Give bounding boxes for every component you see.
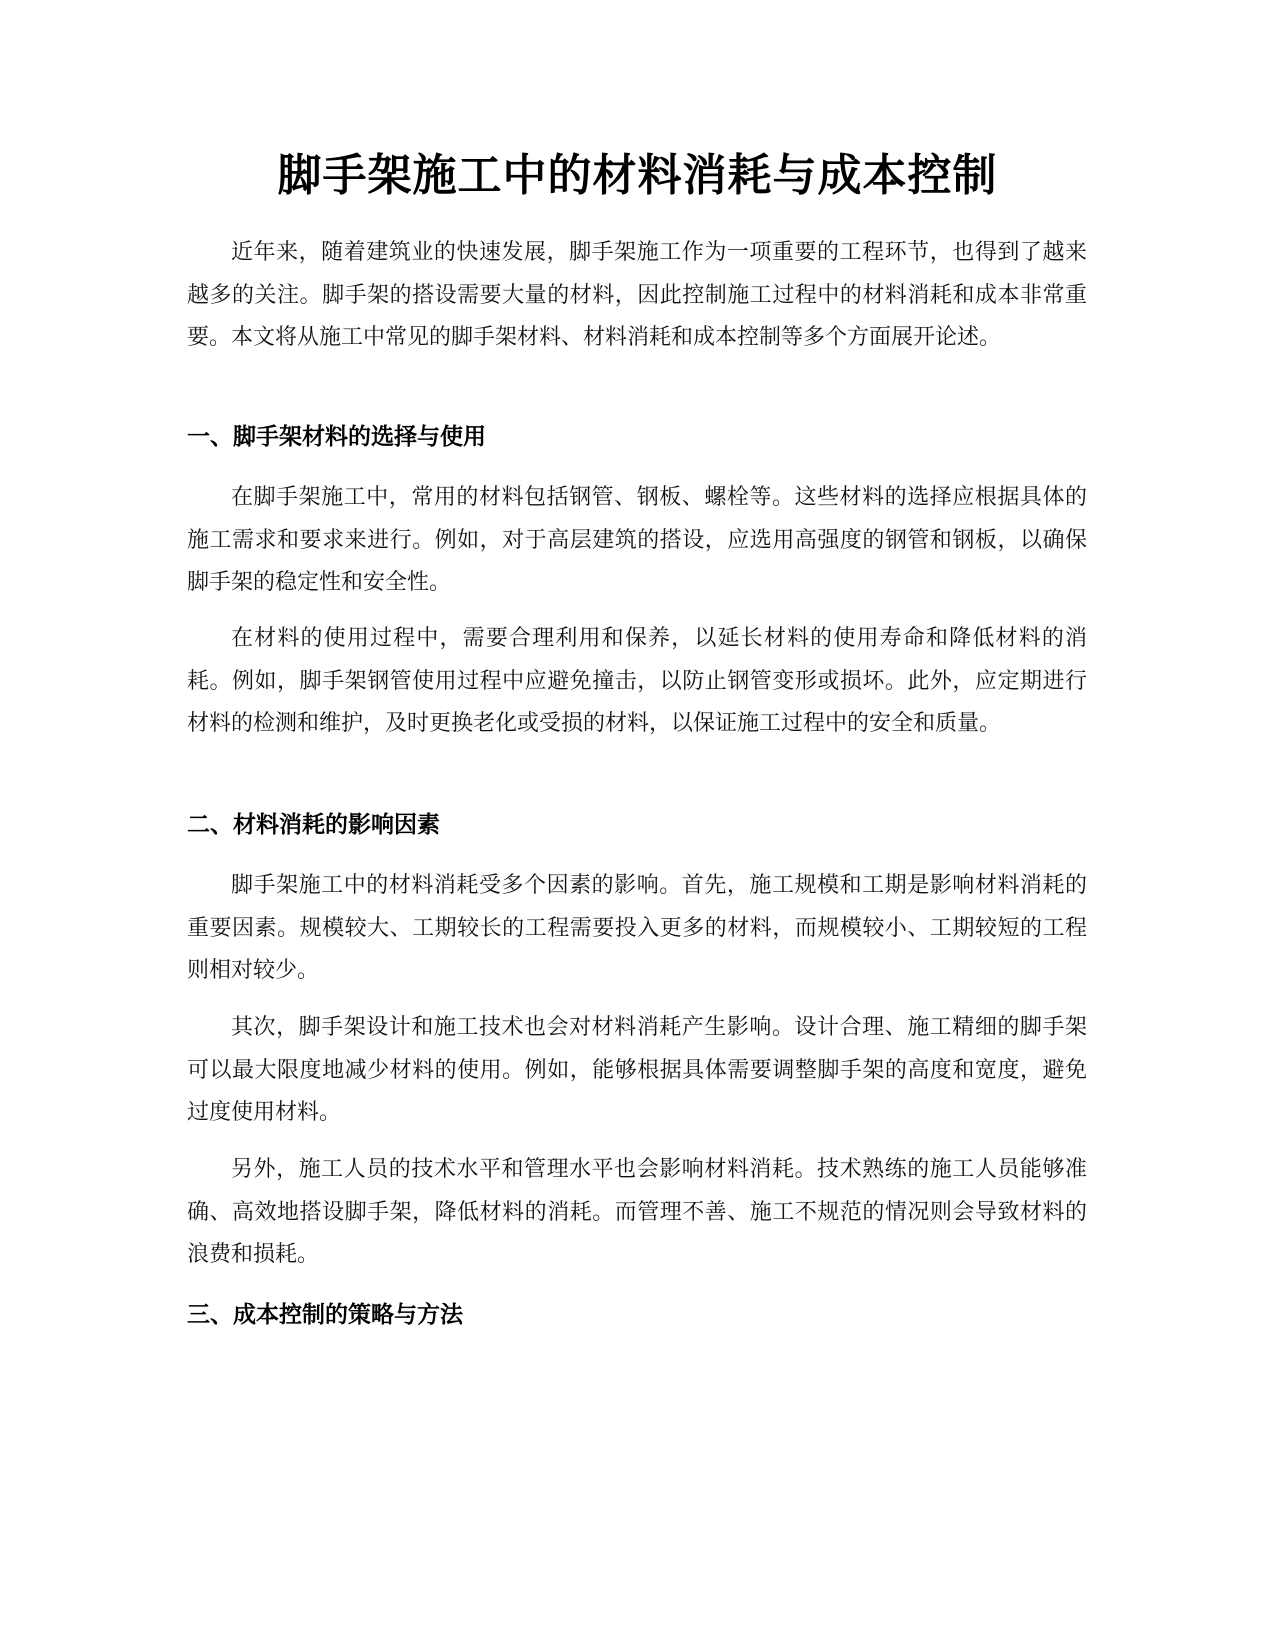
section-3-heading: 三、成本控制的策略与方法 [187, 1302, 463, 1328]
section-2-paragraph-1: 脚手架施工中的材料消耗受多个因素的影响。首先，施工规模和工期是影响材料消耗的重要因素。规模较大、工期较长的工程需要投入更多的材料，而规模较小、工期较短的工程则相对较少。 [187, 873, 1087, 983]
section-2-paragraph-2: 其次，脚手架设计和施工技术也会对材料消耗产生影响。设计合理、施工精细的脚手架可以最大限度地减少材料的使用。例如，能够根据具体需要调整脚手架的高度和宽度，避免过度使用材料。 [187, 1015, 1087, 1125]
section-2-heading: 二、材料消耗的影响因素 [187, 812, 440, 838]
section-2-paragraph-3: 另外，施工人员的技术水平和管理水平也会影响材料消耗。技术熟练的施工人员能够准确、高效地搭设脚手架，降低材料的消耗。而管理不善、施工不规范的情况则会导致材料的浪费和损耗。 [187, 1157, 1087, 1267]
section-1-heading: 一、脚手架材料的选择与使用 [187, 424, 486, 450]
intro-paragraph: 近年来，随着建筑业的快速发展，脚手架施工作为一项重要的工程环节，也得到了越来越多的关注。脚手架的搭设需要大量的材料，因此控制施工过程中的材料消耗和成本非常重要。本文将从施工中常见的脚手架材料、材料消耗和成本控制等多个方面展开论述。 [187, 240, 1087, 350]
document-title: 脚手架施工中的材料消耗与成本控制 [277, 150, 998, 201]
section-1-paragraph-2: 在材料的使用过程中，需要合理利用和保养，以延长材料的使用寿命和降低材料的消耗。例如，脚手架钢管使用过程中应避免撞击，以防止钢管变形或损坏。此外，应定期进行材料的检测和维护，及时更换老化或受损的材料，以保证施工过程中的安全和质量。 [187, 626, 1087, 736]
section-1-paragraph-1: 在脚手架施工中，常用的材料包括钢管、钢板、螺栓等。这些材料的选择应根据具体的施工需求和要求来进行。例如，对于高层建筑的搭设，应选用高强度的钢管和钢板，以确保脚手架的稳定性和安全性。 [187, 485, 1087, 595]
